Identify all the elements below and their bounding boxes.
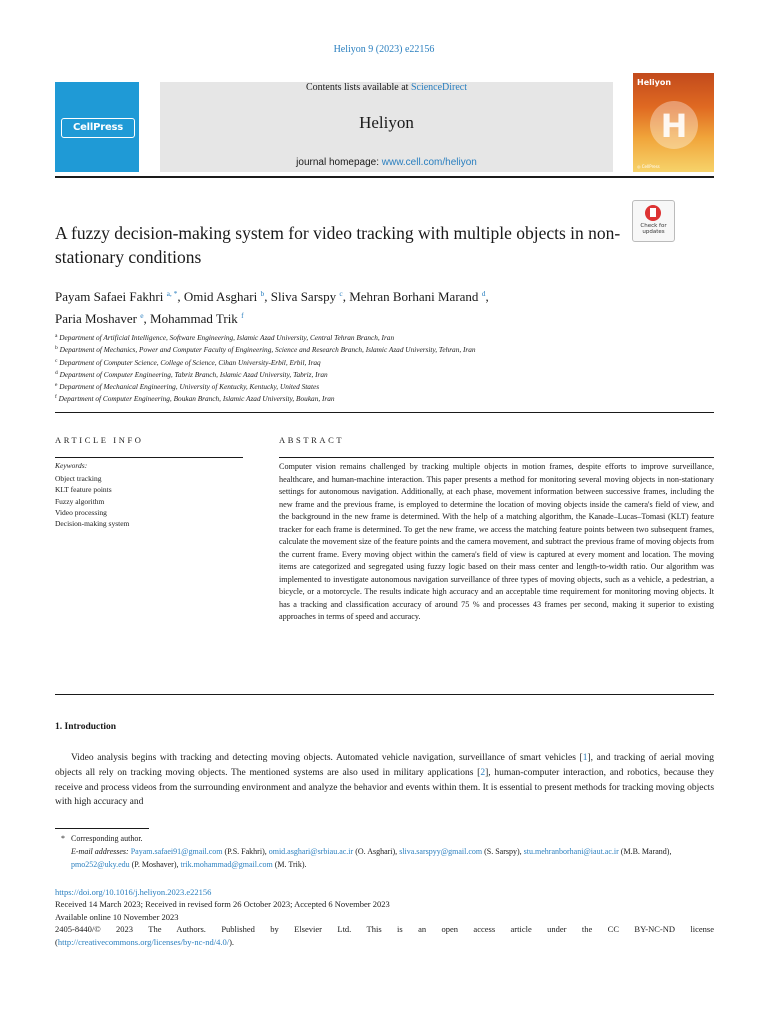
email-link[interactable]: omid.asghari@srbiau.ac.ir	[268, 847, 354, 856]
available-online: Available online 10 November 2023	[55, 911, 179, 922]
cellpress-logo[interactable]: CellPress	[61, 118, 135, 138]
affiliations	[55, 331, 695, 405]
journal-name: Heliyon	[359, 113, 414, 132]
homepage-prefix: journal homepage:	[296, 157, 382, 168]
corresponding-author-note: * Corresponding author.	[61, 834, 143, 843]
abstract-heading: ABSTRACT	[279, 435, 345, 445]
abstract-text: Computer vision remains challenged by tracking multiple objects in motion frames, despite efforts to improve surveillance, healthcare, and human-machine interaction. This paper presents a method for monitoring several moving objects in non-stationary settings for autonomous navigation. Additionally, at each phase, movement information between successive frames, including the new frame and the previous frame, is employed to determine the location of moving objects inside the camera's field of view, and the background in the new frame is determined. With the help of a matching algorithm, the Kanade–Lucas–Tomasi (KLT) feature tracker for each frame is determined. To get the new frame, we access the matching feature points between two subsequent frames, calculate the movement size of the feature points and the camera movement, and subtract the previous frame of moving objects from the current frame. Every moving object within the camera's field of view is captured at every moment and location. The moving items are categorized and segregated using fuzzy logic based on their mass center and length-to-width ratio. Our algorithm was implemented to investigate autonomous navigation surveillance of three types of moving objects, such as a vehicle, a pedestrian, a bicycle, or a motorcycle. The results indicate high accuracy and an acceptable time requirement for monitoring moving objects. It has a tracking and classification accuracy of around 75 % and processes 43 frames per second, making it superior to existing approaches in terms of speed and accuracy.	[279, 462, 714, 621]
affiliation: $^f$ Department of Computer Engineering, Boukan Branch, Islamic Azad University, Boukan, Iran	[55, 394, 335, 404]
journal-cover-image[interactable]	[633, 73, 714, 172]
affiliation: $^e$ Department of Mechanical Engineering, University of Kentucky, Kentucky, United States	[55, 382, 320, 392]
email-link[interactable]: Payam.safaei91@gmail.com	[130, 847, 223, 856]
keyword: Decision-making system	[55, 519, 130, 529]
article-metadata	[55, 886, 714, 948]
article-info-heading: ARTICLE INFO	[55, 435, 144, 445]
abstract-rule	[279, 457, 714, 458]
doi-link[interactable]: https://doi.org/10.1016/j.heliyon.2023.e22156	[55, 887, 212, 897]
affiliation: $^b$ Department of Mechanics, Power and Computer Faculty of Engineering, Science and Research Branch, Islamic Azad University, Tehran, Iran	[55, 345, 476, 355]
citation-link[interactable]: 1	[582, 753, 588, 763]
check-updates-label: Check for updates	[640, 223, 667, 235]
publisher-logo-panel	[55, 82, 139, 172]
author[interactable]: Sliva Sarspy $^c$	[270, 289, 343, 304]
affiliation: $^c$ Department of Computer Science, College of Science, Cihan University-Erbil, Erbil, Iraq	[55, 357, 321, 367]
cover-title: Heliyon	[637, 78, 672, 87]
author[interactable]: Mehran Borhani Marand $^d$	[349, 289, 486, 304]
affiliation: $^a$ Department of Artificial Intelligence, Software Engineering, Islamic Azad University, Central Tehran Branch, Iran	[55, 333, 395, 342]
citation-link[interactable]: 2	[480, 767, 486, 778]
keyword: KLT feature points	[55, 485, 112, 495]
footnotes	[55, 832, 714, 871]
email-link[interactable]: trik.mohammad@gmail.com	[180, 860, 273, 869]
introduction-paragraph: Video analysis begins with tracking and detecting moving objects. Automated vehicle navigation, surveillance of smart vehicles [1], and tracking of aerial moving objects all rely on tracking moving objects. The mentioned systems are also used in military applications [2], human-computer interaction, and robotics, because they receive and process videos from the surrounding environment and analyze the behavior and events within them. It is essential to present methods for tracking moving objects with high accuracy and	[55, 753, 715, 808]
license-statement: 2405-8440/© 2023 The Authors. Published by Elsevier Ltd. This is an open access article under the CC BY-NC-ND license	[55, 924, 714, 935]
check-for-updates-button[interactable]	[632, 200, 675, 242]
received-dates: Received 14 March 2023; Received in revised form 26 October 2023; Accepted 6 November 2023	[55, 899, 390, 910]
homepage-link[interactable]: www.cell.com/heliyon	[381, 157, 477, 168]
sciencedirect-link[interactable]: ScienceDirect	[410, 82, 468, 93]
keyword: Object tracking	[55, 474, 102, 483]
footnote-rule	[55, 828, 149, 829]
author[interactable]: Paria Moshaver $^e$	[55, 311, 144, 326]
license-link[interactable]: http://creativecommons.org/licenses/by-nc-nd/4.0/	[57, 936, 230, 947]
homepage-line	[160, 157, 613, 168]
license-url-line: (http://creativecommons.org/licenses/by-nc-nd/4.0/).	[55, 936, 235, 947]
journal-reference[interactable]: Heliyon 9 (2023) e22156	[333, 44, 435, 55]
email-addresses: E-mail addresses: Payam.safaei91@gmail.com (P.S. Fakhri), omid.asghari@srbiau.ac.ir (O. Asghari), sliva.sarspyy@gmail.com (S. Sarspy), stu.mehranborhani@iaut.ac.ir (M.B. Marand), pmo252@uky.edu (P. Moshaver), trik.mohammad@gmail.com (M. Trik).	[71, 847, 672, 869]
author-list: Payam Safaei Fakhri $^{a, *}$, Omid Asghari $^b$, Sliva Sarspy $^c$, Mehran Borhani Marand $^d$, Paria Moshaver $^e$, Mohammad Trik $^f$	[55, 289, 489, 326]
contents-prefix: Contents lists available at	[305, 82, 411, 93]
keywords-label: Keywords:	[55, 461, 88, 470]
email-link[interactable]: stu.mehranborhani@iaut.ac.ir	[523, 847, 619, 856]
header-rule	[55, 176, 714, 178]
contents-available-line	[160, 82, 613, 93]
keyword-list	[55, 473, 129, 529]
author[interactable]: Payam Safaei Fakhri $^{a, *}$	[55, 289, 178, 304]
divider	[55, 694, 714, 695]
cover-footer: ◎ CellPress	[637, 164, 660, 169]
author[interactable]: Omid Asghari $^b$	[183, 289, 265, 304]
keyword: Video processing	[55, 507, 107, 517]
keyword: Fuzzy algorithm	[55, 496, 105, 506]
bookmark-icon	[645, 205, 661, 221]
article-title: A fuzzy decision-making system for video tracking with multiple objects in non-stationary conditions	[55, 223, 621, 267]
affiliation: $^d$ Department of Computer Engineering, Tabriz Branch, Islamic Azad University, Tabriz, Iran	[55, 369, 328, 379]
email-link[interactable]: sliva.sarspyy@gmail.com	[399, 847, 483, 856]
cover-emblem	[650, 101, 698, 149]
author[interactable]: Mohammad Trik $^f$	[150, 311, 244, 326]
email-link[interactable]: pmo252@uky.edu	[71, 860, 130, 869]
divider	[55, 412, 714, 413]
cover-letter: H	[660, 107, 688, 145]
article-info-rule	[55, 457, 243, 458]
introduction-heading: 1. Introduction	[55, 722, 117, 732]
